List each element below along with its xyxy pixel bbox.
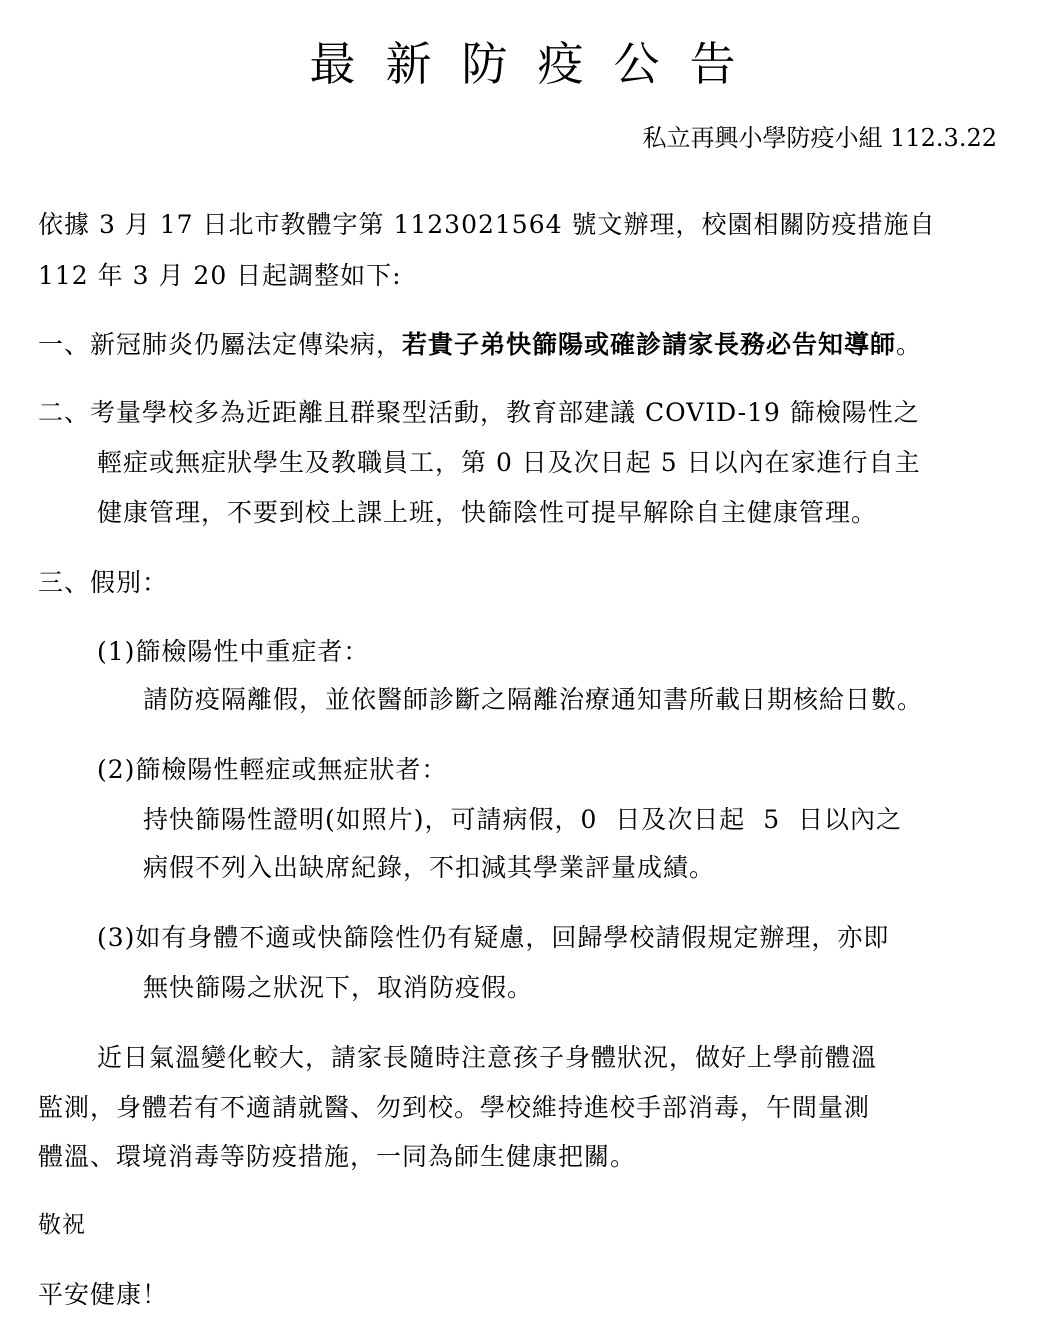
salutation-2: 平安健康！ (38, 1280, 169, 1309)
item-1-prefix: 一、新冠肺炎仍屬法定傳染病， (38, 330, 403, 359)
closing-line-3: 體溫、環境消毒等防疫措施，一同為師生健康把關。 (38, 1142, 637, 1171)
closing-line-2: 監測，身體若有不適請就醫、勿到校。學校維持進校手部消毒，午間量測 (38, 1093, 871, 1122)
item-3-sub-2-heading: (2)篩檢陽性輕症或無症狀者： (97, 755, 448, 784)
item-1-suffix: 。 (896, 330, 923, 359)
item-3-heading: 三、假別： (38, 568, 169, 597)
item-3-sub-3-line-2: 無快篩陽之狀況下，取消防疫假。 (143, 973, 534, 1002)
item-3-sub-2-line-1: 持快篩陽性證明(如照片)，可請病假，0 日及次日起 5 日以內之 (143, 805, 903, 834)
item-3-sub-2-line-2: 病假不列入出缺席紀錄，不扣減其學業評量成績。 (143, 853, 716, 882)
intro-line-1: 依據 3 月 17 日北市教體字第 1123021564 號文辦理，校園相關防疫措施自 (38, 210, 936, 239)
item-1-emphasis: 若貴子弟快篩陽或確診請家長務必告知導師 (402, 330, 897, 359)
closing-line-1: 近日氣溫變化較大，請家長隨時注意孩子身體狀況，做好上學前體溫 (97, 1043, 878, 1072)
intro-line-2: 112 年 3 月 20 日起調整如下: (38, 261, 402, 290)
document-title: 最新防疫公告 (309, 37, 766, 91)
item-1 (38, 325, 922, 361)
item-2-line-3: 健康管理，不要到校上課上班，快篩陰性可提早解除自主健康管理。 (97, 498, 878, 527)
item-3-sub-1-line-1: 請防疫隔離假，並依醫師診斷之隔離治療通知書所載日期核給日數。 (143, 685, 924, 714)
item-2-line-1: 二、考量學校多為近距離且群聚型活動，教育部建議 COVID-19 篩檢陽性之 (38, 398, 920, 427)
issuer-line: 私立再興小學防疫小組 112.3.22 (642, 124, 997, 152)
item-3-sub-3-line-1: (3)如有身體不適或快篩陰性仍有疑慮，回歸學校請假規定辦理，亦即 (97, 923, 890, 952)
item-2-line-2: 輕症或無症狀學生及教職員工，第 0 日及次日起 5 日以內在家進行自主 (97, 448, 921, 477)
item-3-sub-1-heading: (1)篩檢陽性中重症者： (97, 637, 370, 666)
salutation-1: 敬祝 (38, 1212, 86, 1238)
